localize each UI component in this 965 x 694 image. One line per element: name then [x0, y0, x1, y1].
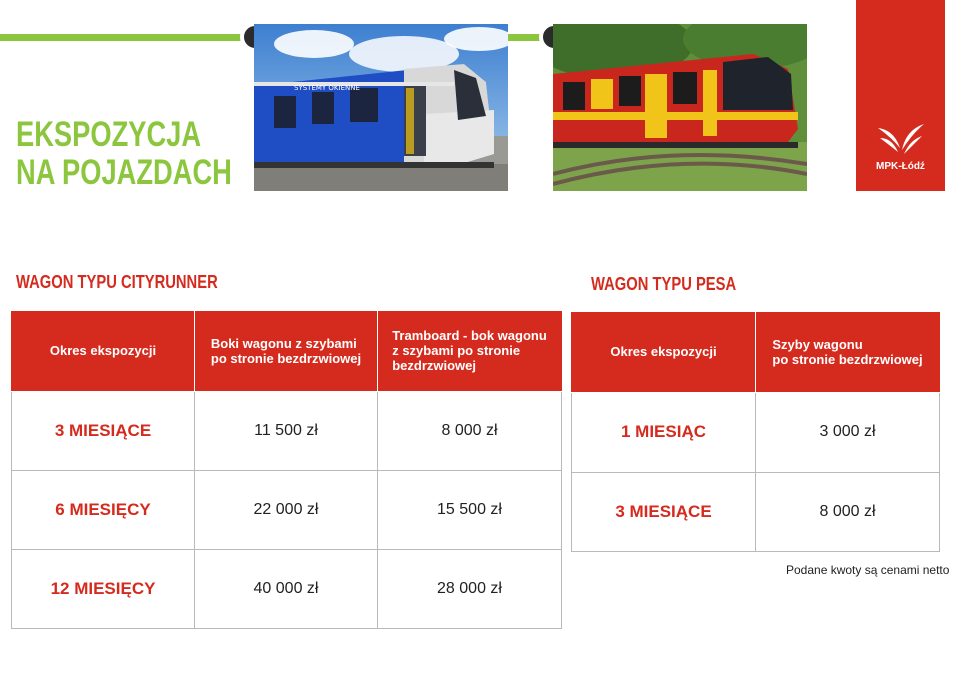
- cell-price: 8 000 zł: [378, 391, 562, 470]
- mpk-wings-logo-icon: [876, 122, 926, 158]
- table-header-row: [572, 312, 940, 392]
- svg-text:SYSTEMY OKIENNE: SYSTEMY OKIENNE: [294, 84, 360, 92]
- cell-period: 3 MIESIĄCE: [572, 472, 756, 551]
- table-row: [12, 470, 562, 549]
- header-windows: [756, 312, 940, 392]
- header-line: Okres ekspozycji: [49, 343, 157, 359]
- header-line: Boki wagonu z szybami: [210, 335, 357, 351]
- cell-price: 8 000 zł: [756, 472, 940, 551]
- cell-price: 3 000 zł: [756, 392, 940, 472]
- header-line: z szybami po stronie: [392, 343, 521, 359]
- cell-price: 11 500 zł: [195, 391, 378, 470]
- accent-line-left: [0, 34, 250, 41]
- header-line: Tramboard - bok wagonu: [392, 328, 547, 344]
- cell-price: 15 500 zł: [378, 470, 562, 549]
- table-header-row: [12, 311, 562, 391]
- header-sides: [195, 311, 378, 391]
- page-title-line1: EKSPOZYCJA: [16, 115, 202, 154]
- pesa-section-title: WAGON TYPU PESA: [591, 274, 737, 294]
- mpk-logo: [856, 0, 945, 191]
- header-line: Okres ekspozycji: [610, 344, 717, 360]
- tram-pesa-photo: [553, 24, 807, 191]
- table-row: [572, 392, 940, 472]
- cell-price: 28 000 zł: [378, 549, 562, 628]
- cell-period: 12 MIESIĘCY: [12, 549, 195, 628]
- header-period: [572, 312, 756, 392]
- header-period: [12, 311, 195, 391]
- cell-period: 3 MIESIĄCE: [12, 391, 195, 470]
- pesa-price-table: [571, 312, 940, 552]
- cell-price: 40 000 zł: [195, 549, 378, 628]
- logo-text: MPK-Łódź: [876, 161, 925, 172]
- page-title-line2: NA POJAZDACH: [16, 153, 232, 192]
- cell-price: 22 000 zł: [195, 470, 378, 549]
- header-line: Szyby wagonu: [772, 336, 863, 352]
- page-title: [16, 116, 232, 192]
- header-line: po stronie bezdrzwiowej: [772, 351, 923, 367]
- cell-period: 1 MIESIĄC: [572, 392, 756, 472]
- header-tramboard: [378, 311, 562, 391]
- table-row: [572, 472, 940, 551]
- table-row: [12, 391, 562, 470]
- header-line: bezdrzwiowej: [392, 358, 476, 374]
- cell-period: 6 MIESIĘCY: [12, 470, 195, 549]
- net-price-note: Podane kwoty są cenami netto: [786, 563, 950, 577]
- header-line: po stronie bezdrzwiowej: [210, 350, 362, 366]
- cityrunner-section-title: WAGON TYPU CITYRUNNER: [16, 272, 218, 292]
- cityrunner-price-table: [11, 311, 562, 629]
- tram-cityrunner-photo: [254, 24, 508, 191]
- table-row: [12, 549, 562, 628]
